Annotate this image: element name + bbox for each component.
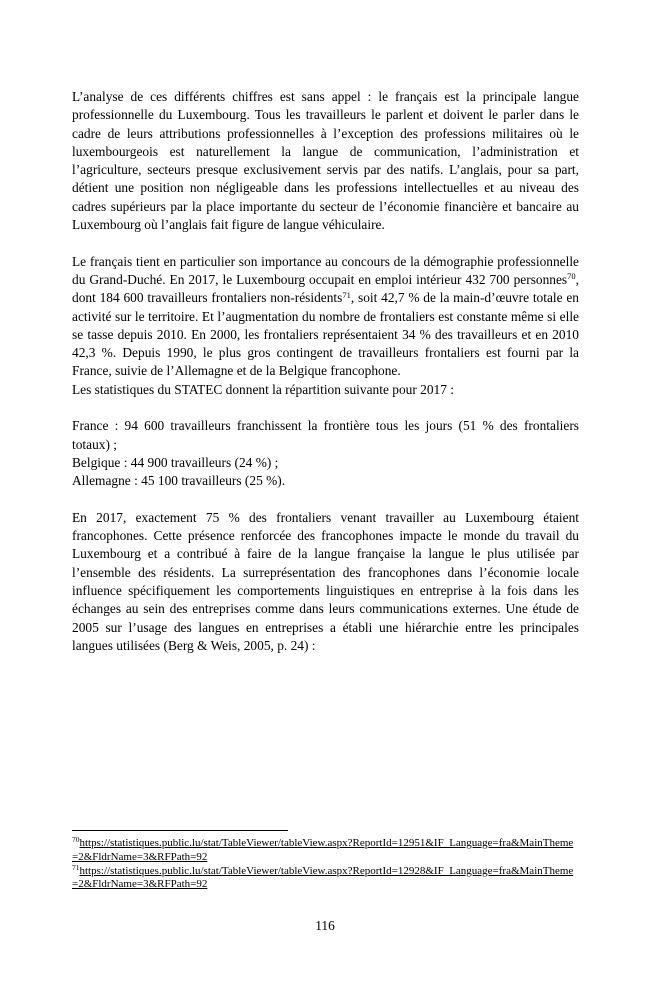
footnote-70 xyxy=(72,837,579,865)
footnote-ref-70: 70 xyxy=(567,271,576,282)
page-body-text xyxy=(72,88,579,655)
paragraph-3: En 2017, exactement 75 % des frontaliers venant travailler au Luxembourg étaient francophones. Cette présence renforcée des francophones impacte le monde du travail du Luxembourg et a contribué à faire de la langue française la langue le plus utilisée par l’ensemble des résidents. La surreprésentation des francophones dans l’économie locale influence spécifiquement les comportements linguistiques en entreprise à la fois dans les échanges au sein des entreprises comme dans leurs communications externes. Une étude de 2005 sur l’usage des langues en entreprises a établi une hiérarchie entre les principales langues utilisées (Berg & Weis, 2005, p. 24) : xyxy=(72,509,579,653)
footnotes-section xyxy=(72,830,579,892)
paragraph-1: L’analyse de ces différents chiffres est sans appel : le français est la principale langue professionnelle du Luxembourg. Tous les travailleurs le parlent et doivent le parler dans le cadre de leurs attributions professionnelles à l’exception des professions militaires où le luxembourgeois est naturellement la langue de communication, l’administration et l’agriculture, secteurs presque exclusivement servis par des natifs. L’anglais, pour sa part, détient une position non négligeable dans les professions intellectuelles et au niveau des cadres supérieurs par la place importante du secteur de l’économie financière et bancaire au Luxembourg où l’anglais fait figure de langue véhiculaire. xyxy=(72,89,579,233)
paragraph-2 xyxy=(72,253,579,381)
list-item-france: France : 94 600 travailleurs franchissent la frontière tous les jours (51 % des frontaliers totaux) ; xyxy=(72,418,579,452)
footnote-70-link[interactable]: https://statistiques.public.lu/stat/TableViewer/tableView.aspx?ReportId=12951&IF_Language=fra&MainTheme=2&FldrName=3&RFPath=92 xyxy=(72,837,574,863)
footnote-separator-rule xyxy=(72,830,288,831)
footnote-71-marker: 71 xyxy=(72,862,80,872)
footnote-71-link[interactable]: https://statistiques.public.lu/stat/TableViewer/tableView.aspx?ReportId=12928&IF_Language=fra&MainTheme=2&FldrName=3&RFPath=92 xyxy=(72,864,574,891)
list-item-belgique: Belgique : 44 900 travailleurs (24 %) ; xyxy=(72,454,279,470)
footnote-ref-71: 71 xyxy=(342,289,351,300)
footnote-70-marker: 70 xyxy=(72,835,80,845)
paragraph-2-text-1: Le français tient en particulier son importance au concours de la démographie professionnelle du Grand-Duché. En 2017, le Luxembourg occupait en emploi intérieur 432 700 personnes xyxy=(72,253,579,287)
page-number: 116 xyxy=(315,918,335,933)
paragraph-2-text-3: , soit 42,7 % de la main-d’œuvre totale en activité sur le territoire. Et l’augmentation du nombre de frontaliers est constante même si elle se tasse depuis 2010. En 2000, les frontaliers représentaient 34 % des travailleurs et en 2010 42,3 %. Depuis 1990, le plus gros contingent de travailleurs frontaliers est fourni par la France, suivie de l’Allemagne et de la Belgique francophone. xyxy=(72,290,579,379)
list-item-allemagne: Allemagne : 45 100 travailleurs (25 %). xyxy=(72,473,286,489)
footnote-71 xyxy=(72,862,579,893)
paragraph-2-text-2: , dont 184 600 travailleurs frontaliers non-résidents xyxy=(72,271,579,306)
statec-intro-line: Les statistiques du STATEC donnent la répartition suivante pour 2017 : xyxy=(72,381,454,397)
